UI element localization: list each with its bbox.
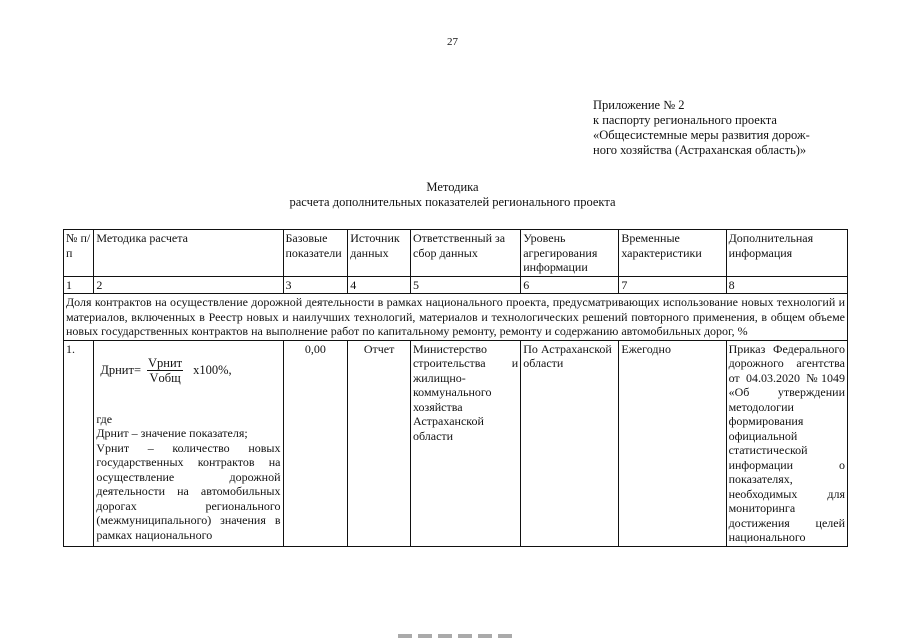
section-title: Доля контрактов на осуществление дорожной деятельности в рамках национального проекта, предусматривающих использование новых технологий и материалов, включенных в Реестр новых и наилучших технологий, материалов и технологических решений повторного применения, в общем объеме новых государственных контрактов на выполнение работ по капитальному ремонту, ремонту и содержанию автомобильных дорог, % [64,294,848,341]
column-number: 1 [64,276,94,294]
appendix-line: ного хозяйства (Астраханская область)» [593,143,807,157]
formula-fraction [147,356,183,386]
formula-numerator: Vрнит [148,355,183,370]
appendix-line: Приложение № 2 [593,98,685,112]
data-source: Отчет [348,340,411,546]
formula [96,342,280,386]
header-row [64,230,848,277]
time-characteristics: Ежегодно [619,340,726,546]
responsible-party: Министерство строительства и жилищно-коммунального хозяйства Астраханской области [410,340,520,546]
additional-info: Приказ Федерального дорожного агентства от 04.03.2020 №1049 «Об утверждении методологии формирования официальной статистической информации о показателях, необходимых для мониторинга достижения целей национального [726,340,847,546]
title-line: Методика [426,180,479,194]
appendix-line: «Общесистемные меры развития дорож- [593,128,810,142]
bottom-scan-mark [398,634,518,638]
page-number: 27 [447,36,458,48]
column-number: 3 [283,276,348,294]
header-cell: № п/п [64,230,94,277]
header-cell: Уровень агрегирования информации [521,230,619,277]
document-title [0,180,905,210]
methodology-table [63,229,848,547]
formula-denominator: Vобщ [149,371,181,385]
definition-text: Дрнит – значение показателя; [96,426,248,440]
header-cell: Ответственный за сбор данных [410,230,520,277]
header-cell: Базовые показатели [283,230,348,277]
header-cell: Временные характеристики [619,230,726,277]
where-label: где [96,411,113,426]
column-number: 8 [726,276,847,294]
column-number: 5 [410,276,520,294]
section-row [64,294,848,341]
column-number: 7 [619,276,726,294]
column-number: 4 [348,276,411,294]
appendix-line: к паспорту регионального проекта [593,113,777,127]
row-number: 1. [64,340,94,546]
formula-tail: х100%, [193,363,232,378]
formula-lhs: Дрнит= [100,363,142,378]
header-cell: Источник данных [348,230,411,277]
table-row [64,340,848,546]
aggregation-level: По Астраханской области [521,340,619,546]
column-number: 6 [521,276,619,294]
base-value: 0,00 [283,340,348,546]
title-line: расчета дополнительных показателей регионального проекта [289,195,616,209]
header-cell: Методика расчета [94,230,283,277]
header-cell: Дополнительная информация [726,230,847,277]
definition-text: Vрнит – количество новых государственных контрактов на осуществление дорожной деятельности на автомобильных дорогах регионального (межмуниципального) значения в рамках национального [96,440,281,542]
method-cell [94,340,283,546]
appendix-block [593,98,853,158]
column-number: 2 [94,276,283,294]
column-number-row [64,276,848,294]
